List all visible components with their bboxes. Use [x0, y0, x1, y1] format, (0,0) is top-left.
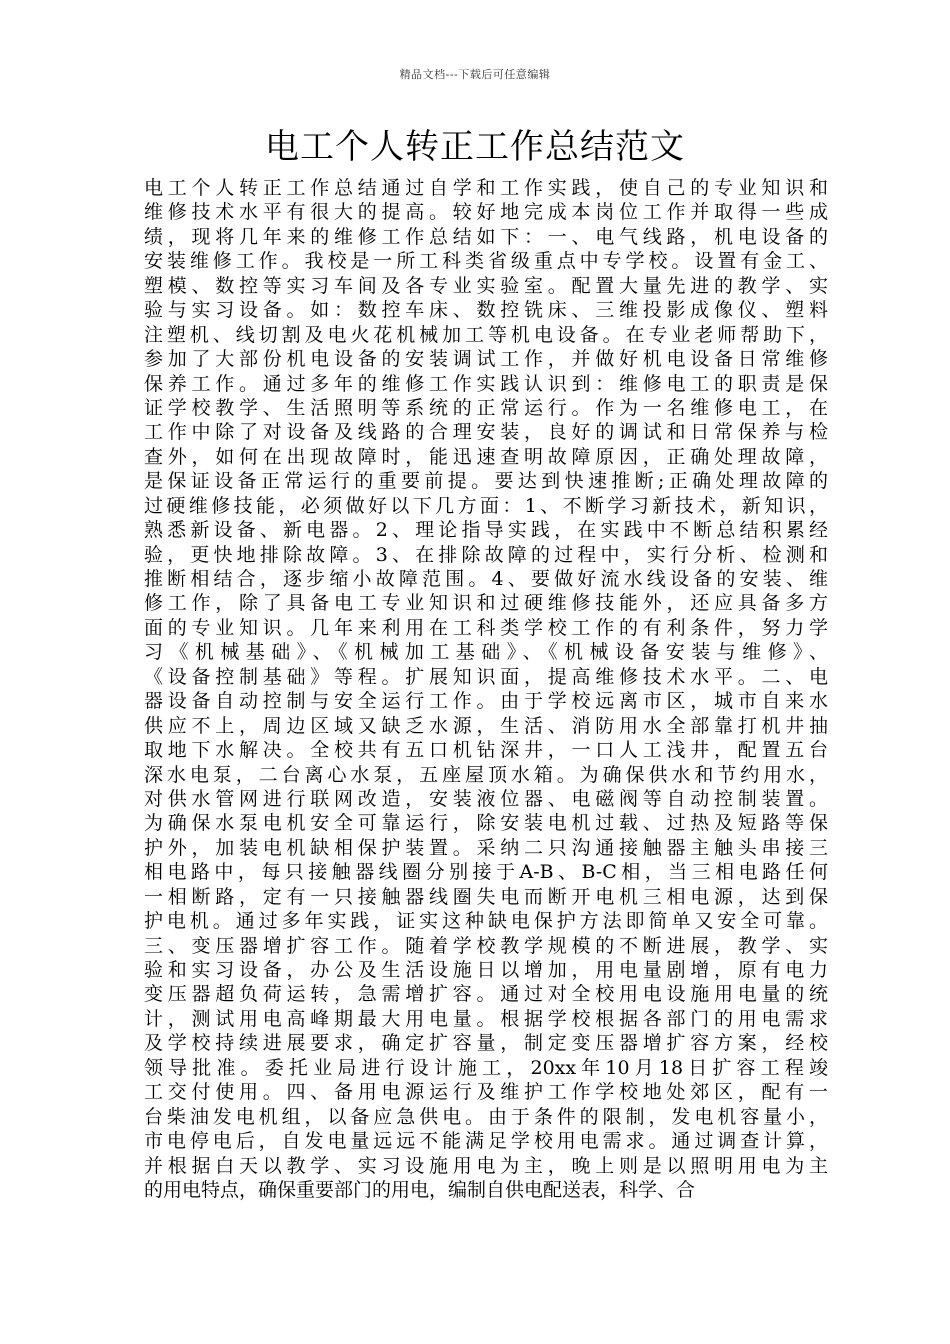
body-text-line: 相电路中，每只接触器线圈分别接于A-B、B-C相，当三相电路任何 [144, 861, 828, 884]
body-text-line: 参加了大部份机电设备的安装调试工作，并做好机电设备日常维修 [144, 348, 828, 371]
body-text-line: 熟悉新设备、新电器。2、理论指导实践，在实践中不断总结积累经 [144, 519, 828, 542]
body-text-line: 三、变压器增扩容工作。随着学校教学规模的不断进展，教学、实 [144, 934, 828, 957]
body-text-line: 查外，如何在出现故障时，能迅速查明故障原因，正确处理故障， [144, 445, 828, 468]
body-text-line: 电工个人转正工作总结通过自学和工作实践，使自己的专业知识和 [144, 177, 828, 199]
body-text-line: 取地下水解决。全校共有五口机钻深井，一口人工浅井，配置五台 [144, 739, 828, 762]
body-text-line: 计，测试用电高峰期最大用电量。根据学校根据各部门的用电需求 [144, 1007, 828, 1030]
body-text-line: 的用电特点，确保重要部门的用电，编制自供电配送表，科学、合 [144, 1178, 696, 1201]
body-text-line: 《设备控制基础》等程。扩展知识面，提高维修技术水平。二、电 [144, 665, 828, 688]
body-text-line: 供应不上，周边区域又缺乏水源，生活、消防用水全部靠打机井抽 [144, 714, 828, 737]
body-text-line: 市电停电后，自发电量远远不能满足学校用电需求。通过调查计算， [144, 1130, 828, 1153]
body-text-line: 保养工作。通过多年的维修工作实践认识到：维修电工的职责是保 [144, 372, 828, 395]
body-text-line: 领导批准。委托业局进行设计施工，20xx年10月18日扩容工程竣 [144, 1056, 828, 1079]
body-text-line: 护电机。通过多年实践，证实这种缺电保护方法即简单又安全可靠。 [144, 910, 828, 933]
body-text-line: 证学校教学、生活照明等系统的正常运行。作为一名维修电工，在 [144, 396, 828, 419]
body-text-line: 过硬维修技能，必须做好以下几方面：1、不断学习新技术，新知识， [144, 494, 828, 517]
body-text-line: 修工作，除了具备电工专业知识和过硬维修技能外，还应具备多方 [144, 592, 828, 615]
body-text-line: 验和实习设备，办公及生活设施日以增加，用电量剧增，原有电力 [144, 959, 828, 981]
document-title: 电工个人转正工作总结范文 [265, 127, 685, 167]
body-text-line: 习《机械基础》、《机械加工基础》、《机械设备安装与维修》、 [144, 641, 828, 664]
body-text-line: 工交付使用。四、备用电源运行及维护工作学校地处郊区，配有一 [144, 1081, 828, 1104]
body-text-line: 对供水管网进行联网改造，安装液位器、电磁阀等自动控制装置。 [144, 787, 828, 810]
body-text-line: 验，更快地排除故障。3、在排除故障的过程中，实行分析、检测和 [144, 543, 828, 566]
body-text-line: 绩，现将几年来的维修工作总结如下：一、电气线路，机电设备的 [144, 225, 828, 248]
body-text-line: 及学校持续进展要求，确定扩容量，制定变压器增扩容方案，经校 [144, 1032, 828, 1055]
body-text-line: 注塑机、线切割及电火花机械加工等机电设备。在专业老师帮助下， [144, 323, 828, 346]
body-text-line: 器设备自动控制与安全运行工作。由于学校远离市区，城市自来水 [144, 690, 828, 713]
body-text-line: 护外，加装电机缺相保护装置。采纳二只沟通接触器主触头串接三 [144, 836, 828, 859]
body-text-line: 推断相结合，逐步缩小故障范围。4、要做好流水线设备的安装、维 [144, 568, 828, 590]
page-header: 精品文档---下载后可任意编辑 [399, 68, 551, 81]
body-text-line: 工作中除了对设备及线路的合理安装，良好的调试和日常保养与检 [144, 421, 828, 444]
body-text-line: 深水电泵，二台离心水泵，五座屋顶水箱。为确保供水和节约用水， [144, 763, 828, 786]
body-text-line: 变压器超负荷运转，急需增扩容。通过对全校用电设施用电量的统 [144, 983, 828, 1006]
body-text-line: 塑模、数控等实习车间及各专业实验室。配置大量先进的教学、实 [144, 274, 828, 297]
body-text-line: 面的专业知识。几年来利用在工科类学校工作的有利条件，努力学 [144, 616, 828, 639]
body-text-line: 台柴油发电机组，以备应急供电。由于条件的限制，发电机容量小， [144, 1105, 828, 1128]
body-text-line: 维修技术水平有很大的提高。较好地完成本岗位工作并取得一些成 [144, 201, 828, 224]
body-text-line: 验与实习设备。如：数控车床、数控铣床、三维投影成像仪、塑料 [144, 299, 828, 322]
body-text-line: 并根据白天以教学、实习设施用电为主，晚上则是以照明用电为主 [144, 1154, 828, 1177]
body-text-line: 是保证设备正常运行的重要前提。要达到快速推断;正确处理故障的 [144, 470, 828, 493]
body-text-line: 安装维修工作。我校是一所工科类省级重点中专学校。设置有金工、 [144, 250, 828, 273]
document-body [144, 176, 828, 1202]
body-text-line: 一相断路，定有一只接触器线圈失电而断开电机三相电源，达到保 [144, 885, 828, 908]
body-text-line: 为确保水泵电机安全可靠运行，除安装电机过载、过热及短路等保 [144, 812, 828, 835]
